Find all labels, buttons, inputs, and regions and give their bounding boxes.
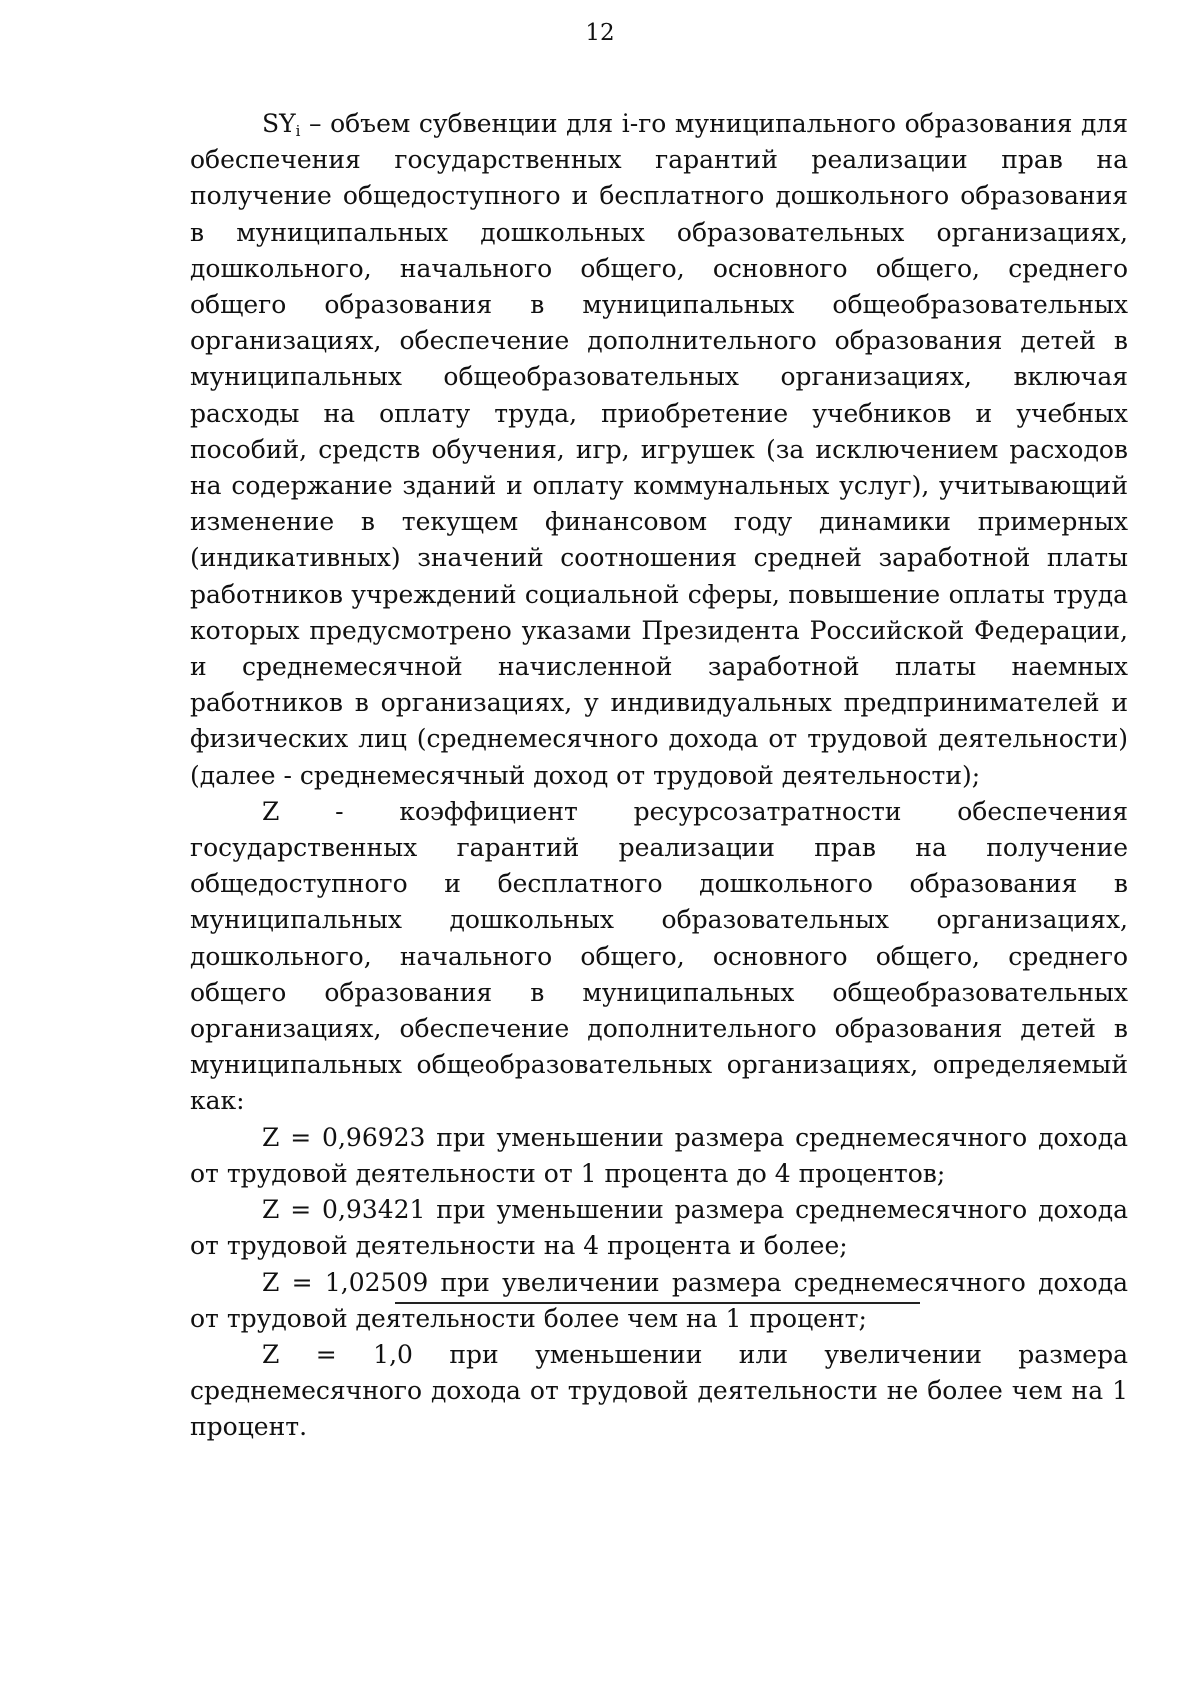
paragraph-z-case-3: Z = 1,02509 при увеличении размера среднемесячного дохода от трудовой деятельности более чем на 1 процент; [190,1267,1128,1333]
paragraph-z-definition: Z - коэффициент ресурсозатратности обеспечения государственных гарантий реализации прав на получение общедоступного и бесплатного дошкольного образования в муниципальных дошкольных образовательных организациях, дошкольного, начального общего, основного общего, среднего общего образования в муниципальных общеобразовательных организациях, обеспечение дополнительного образования детей в муниципальных общеобразовательных организациях, определяемый как: [190,796,1128,1116]
sy-symbol: SY [262,109,296,138]
page-number: 12 [585,20,615,46]
paragraph-z-case-1: Z = 0,96923 при уменьшении размера среднемесячного дохода от трудовой деятельности от 1 процента до 4 процентов; [190,1122,1128,1188]
paragraph-z-case-2: Z = 0,93421 при уменьшении размера среднемесячного дохода от трудовой деятельности на 4 процента и более; [190,1195,1128,1261]
sy-definition-text: – объем субвенции для i-го муниципального образования для обеспечения государственных гарантий реализации прав на получение общедоступного и бесплатного дошкольного образования в муниципальных дошкольных образовательных организациях, дошкольного, начального общего, основного общего, среднего общего образования в муниципальных общеобразовательных организациях, обеспечение дополнительного образования детей в муниципальных общеобразовательных организациях, включая расходы на оплату труда, приобретение учебников и учебных пособий, средств обучения, игр, игрушек (за исключением расходов на содержание зданий и оплату коммунальных услуг), учитывающий изменение в текущем финансовом году динамики примерных (индикативных) значений соотношения средней заработной платы работников учреждений социальной сферы, повышение оплаты труда которых предусмотрено указами Президента Российской Федерации, и среднемесячной начисленной заработной платы наемных работников в организациях, у индивидуальных предпринимателей и физических лиц (среднемесячного дохода от трудовой деятельности) (далее - среднемесячный доход от трудовой деятельности); [190,109,1128,790]
paragraph-z-case-4: Z = 1,0 при уменьшении или увеличении размера среднемесячного дохода от трудовой деятельности не более чем на 1 процент. [190,1339,1128,1442]
paragraph-sy-definition [190,106,1128,794]
end-of-document-rule [395,1302,920,1304]
sy-subscript: i [295,122,301,140]
document-body [190,106,1128,1446]
